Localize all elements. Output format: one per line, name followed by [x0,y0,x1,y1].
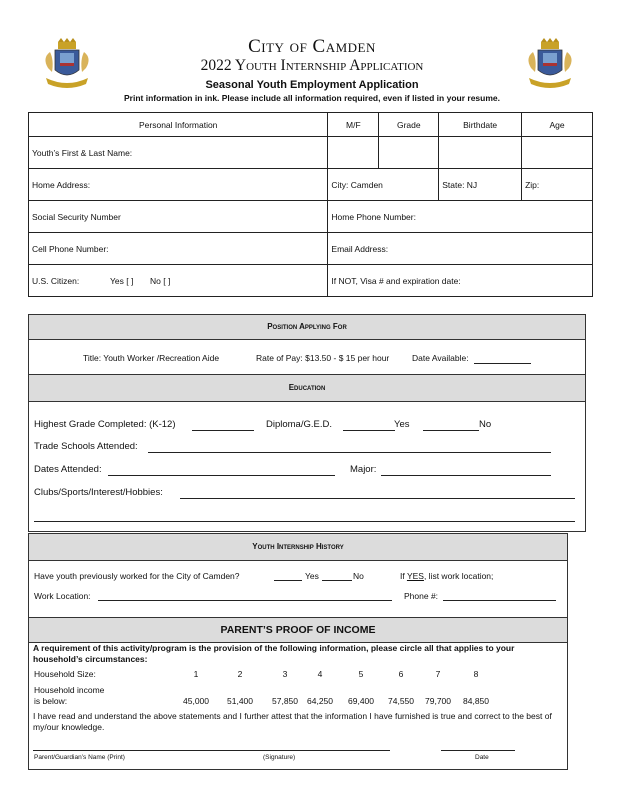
if-yes-note [400,571,493,581]
citizen-field [29,265,328,297]
citizen-no-option[interactable]: No [ ] [150,275,171,286]
clubs-input-line-2[interactable] [34,521,575,522]
zip-field[interactable] [522,169,593,201]
date-caption: Date [475,754,489,761]
address-field[interactable] [29,169,328,201]
state-field[interactable] [439,169,522,201]
household-size-option[interactable]: 5 [358,669,364,679]
home-phone-field[interactable] [328,201,593,233]
income-intro: A requirement of this activity/program is the provision of the following information, please circle all that applies to your household’s circumstances: [33,643,515,664]
household-income-option[interactable]: 45,000 [183,696,209,706]
citizen-yes-option[interactable]: Yes [ ] [110,275,134,286]
household-income-option[interactable]: 57,850 [272,696,298,706]
history-yes-input[interactable] [274,580,302,581]
household-income-option[interactable]: 64,250 [307,696,333,706]
signature-caption: (Signature) [263,754,296,761]
birthdate-field[interactable] [439,137,522,169]
household-income-option[interactable]: 74,550 [388,696,414,706]
diploma-yes-input[interactable] [343,430,395,431]
household-income-option[interactable]: 69,400 [348,696,374,706]
diploma-no-input[interactable] [423,430,479,431]
highest-grade-label: Highest Grade Completed: (K-12) [34,419,176,430]
address-label: Home Address: [32,179,91,190]
personal-info-table [28,112,593,297]
col-mf: M/F [328,113,379,137]
phone-input[interactable] [443,600,556,601]
phone-label: Phone #: [404,591,439,601]
if-yes-post: , list work location; [423,571,494,581]
history-question: Have youth previously worked for the City of Camden? [34,571,240,581]
email-field[interactable] [328,233,593,265]
household-size-option[interactable]: 6 [398,669,404,679]
mf-field[interactable] [328,137,379,169]
history-no-input[interactable] [322,580,352,581]
ssn-field[interactable] [29,201,328,233]
grade-field[interactable] [379,137,439,169]
clubs-input[interactable] [180,498,575,499]
history-yes-label: Yes [305,571,319,581]
col-age: Age [522,113,593,137]
city-label: City: Camden [331,179,383,190]
work-location-label: Work Location: [34,591,91,601]
state-label: State: NJ [442,179,478,190]
trade-schools-label: Trade Schools Attended: [34,441,138,452]
position-band: Position Applying For [28,314,586,340]
signature-line[interactable] [33,750,390,751]
col-birthdate: Birthdate [439,113,522,137]
instructions: Print information in ink. Please include all information required, even if listed in your resume. [124,93,500,103]
visa-label: If NOT, Visa # and expiration date: [331,275,461,286]
page-subtitle: 2022 Youth Internship Application [200,57,424,74]
diploma-label: Diploma/G.E.D. [266,419,332,430]
col-personal-info: Personal Information [29,113,328,137]
age-field[interactable] [522,137,593,169]
cell-phone-label: Cell Phone Number: [32,243,109,254]
household-income-label-1: Household income [34,685,105,695]
citizen-label: U.S. Citizen: [32,275,80,286]
zip-label: Zip: [525,179,540,190]
page-title: City of Camden [248,36,376,57]
cell-phone-field[interactable] [29,233,328,265]
name-label: Youth’s First & Last Name: [32,147,133,158]
if-yes-word: YES [406,571,424,581]
attestation: I have read and understand the above statements and I further attest that the information I have furnished is true and correct to the best of my/our knowledge. [33,711,552,732]
history-no-label: No [353,571,364,581]
date-available-label: Date Available: [412,353,469,363]
household-size-option[interactable]: 7 [435,669,441,679]
position-rate: Rate of Pay: $13.50 - $ 15 per hour [256,353,390,363]
form-name: Seasonal Youth Employment Application [205,79,419,91]
parent-name-caption: Parent/Guardian’s Name (Print) [34,754,125,761]
position-title: Title: Youth Worker /Recreation Aide [83,353,220,363]
clubs-label: Clubs/Sports/Interest/Hobbies: [34,487,163,498]
household-income-option[interactable]: 51,400 [227,696,253,706]
if-yes-pre: If [400,571,407,581]
household-income-label-2: is below: [34,696,68,706]
diploma-yes-label: Yes [394,419,410,430]
email-label: Email Address: [331,243,389,254]
home-phone-label: Home Phone Number: [331,211,416,222]
household-size-option[interactable]: 3 [282,669,288,679]
history-band: Youth Internship History [28,533,568,561]
household-income-option[interactable]: 84,850 [463,696,489,706]
dates-attended-label: Dates Attended: [34,464,102,475]
city-field[interactable] [328,169,439,201]
col-grade: Grade [379,113,439,137]
ssn-label: Social Security Number [32,211,121,222]
household-size-label: Household Size: [34,669,96,679]
work-location-input[interactable] [98,600,392,601]
visa-field[interactable] [328,265,593,297]
household-size-option[interactable]: 1 [193,669,199,679]
diploma-no-label: No [479,419,492,430]
highest-grade-input[interactable] [192,430,254,431]
name-field[interactable] [29,137,328,169]
date-line[interactable] [441,750,515,751]
education-band: Education [28,374,586,402]
dates-attended-input[interactable] [108,475,335,476]
household-size-option[interactable]: 2 [237,669,243,679]
income-heading: PARENT’S PROOF OF INCOME [28,617,568,643]
household-income-option[interactable]: 79,700 [425,696,451,706]
date-available-input[interactable] [474,363,531,364]
major-label: Major: [350,464,377,475]
household-size-option[interactable]: 4 [317,669,323,679]
trade-schools-input[interactable] [148,452,551,453]
major-input[interactable] [381,475,551,476]
household-size-option[interactable]: 8 [473,669,479,679]
